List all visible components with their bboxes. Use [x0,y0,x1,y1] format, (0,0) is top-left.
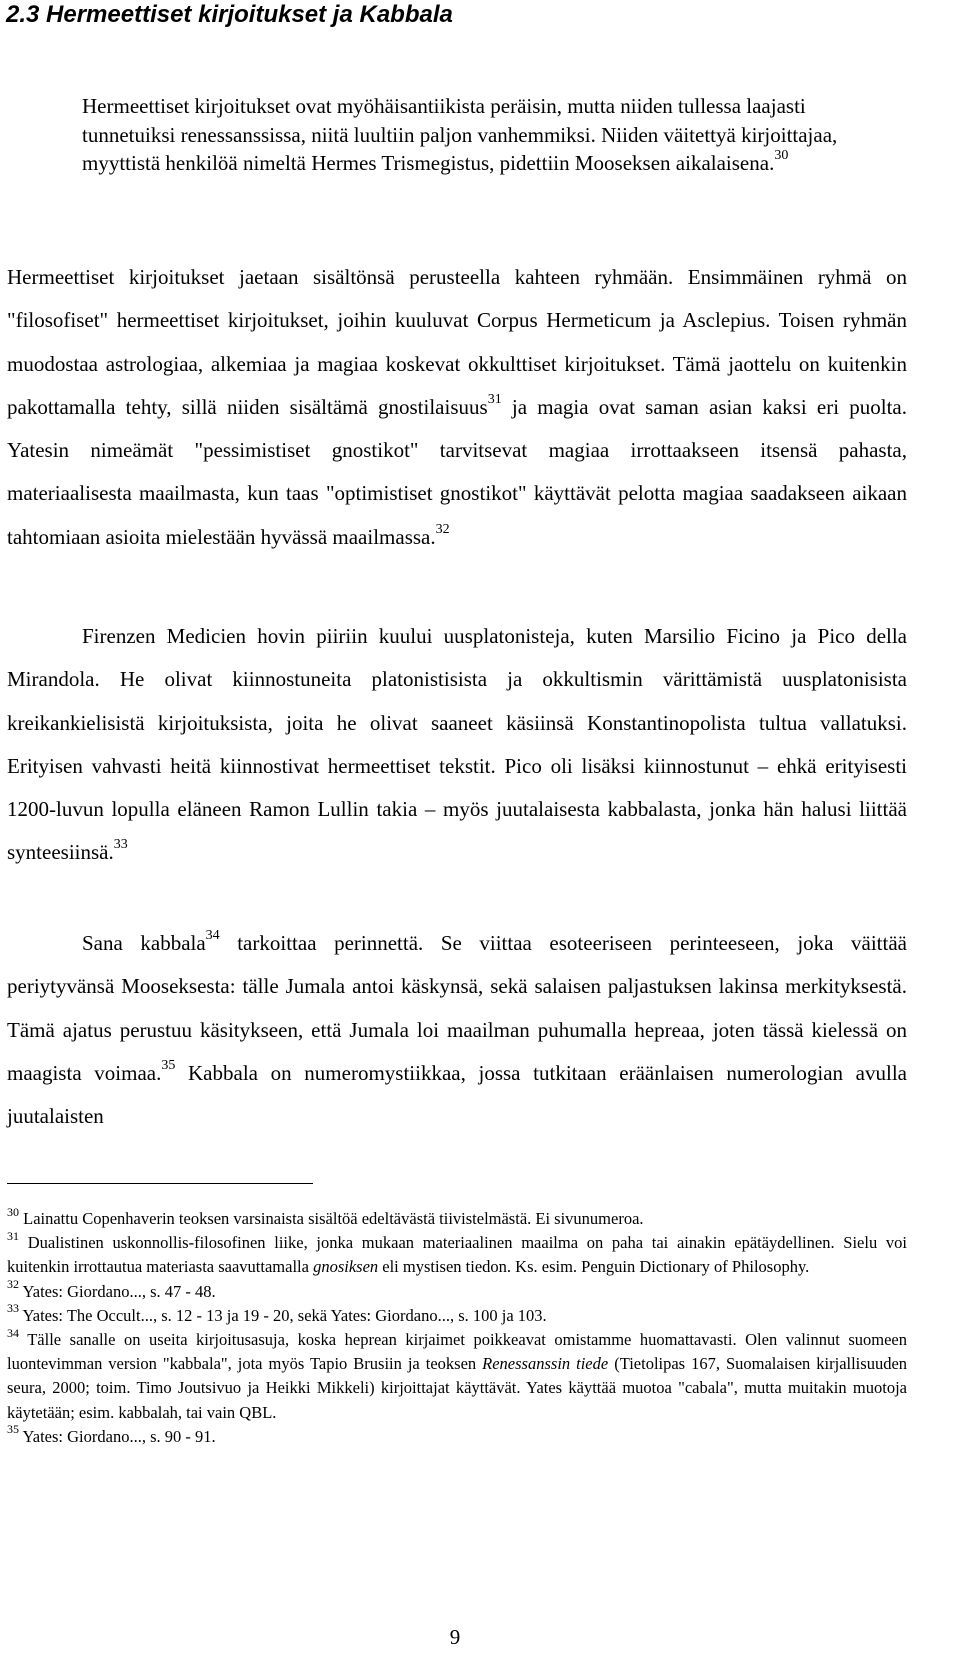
footnote-number: 32 [7,1277,19,1292]
footnote-ref-35[interactable]: 35 [161,1057,176,1073]
footnote-number: 31 [7,1228,19,1243]
footnote-35 [7,1422,907,1449]
paragraph-text: Hermeettiset kirjoitukset jaetaan sisältönsä perusteella kahteen ryhmään. Ensimmäinen ryhmä on "filosofiset" hermeettiset kirjoitukset, joihin kuuluvat Corpus Hermeticum ja Asclepius. Toisen ryhmän muodostaa astrologiaa, alkemiaa ja magiaa koskevat okkulttiset kirjoitukset. Tämä jaottelu on kuitenkin pakottamalla tehty, sillä niiden sisältämä gnostilaisuus [7,265,907,419]
footnote-ref-34[interactable]: 34 [205,928,220,943]
footnote-text: Yates: Giordano..., s. 90 - 91. [19,1426,216,1446]
footnote-number: 34 [7,1325,19,1340]
footnote-33 [7,1301,907,1328]
paragraph-hermetic-groups [7,256,907,559]
footnote-31 [7,1228,907,1279]
footnote-text: Yates: The Occult..., s. 12 - 13 ja 19 - 20, sekä Yates: Giordano..., s. 100 ja 103. [19,1305,547,1325]
footnote-text: (Tietolipas 167, Suomalaisen kirjallisuuden seura, 2000; toim. Timo Joutsivuo ja Heikki Mikkeli) kirjoittajat käyttävät. Yates käyttää muotoa "cabala", mutta muitakin muotoja käytetään; esim. kabbalah, tai vain QBL. [7,1354,908,1422]
footnote-text: Lainattu Copenhaverin teoksen varsinaista sisältöä edeltävästä tiivistelmästä. Ei sivunumeroa. [19,1209,644,1228]
footnote-30 [7,1204,907,1231]
footnote-ref-31[interactable]: 31 [487,391,502,407]
footnote-ref-32[interactable]: 32 [435,521,450,537]
footnote-32 [7,1277,907,1304]
footnote-text: Yates: Giordano..., s. 47 - 48. [19,1281,216,1301]
paragraph-florence [7,615,907,875]
footnote-34 [7,1325,908,1425]
footnote-number: 30 [7,1204,19,1219]
footnote-text: Dualistinen uskonnollis-filosofinen liike, jonka mukaan materiaalinen maailma on paha tai ainakin epätäydellinen. Sielu voi kuitenkin irrottautua materiasta saavuttamalla [7,1233,907,1277]
footnote-text: eli mystisen tiedon. Ks. esim. Penguin Dictionary of Philosophy. [378,1257,810,1277]
paragraph-text: ja magia ovat saman asian kaksi eri puolta. Yatesin nimeämät "pessimistiset gnostikot" tarvitsevat magiaa irrottaakseen itsensä pahasta, materiaalisesta maailmasta, kun taas "optimistiset gnostikot" käyttävät pelotta magiaa saadakseen aikaan tahtomiaan asioita mielestään hyvässä maailmassa. [7,394,907,549]
intro-paragraph [82,92,892,178]
paragraph-text: tarkoittaa perinnettä. Se viittaa esoteeriseen perinteeseen, joka väittää periytyvänsä Mooseksesta: tälle Jumala antoi käskynsä, sekä salaisen paljastuksen lakinsa merkityksestä. Tämä ajatus perustuu käsitykseen, että Jumala loi maailman puhumalla hepreaa, joten tässä kielessä on maagista voimaa. [7,931,907,1085]
paragraph-kabbala [7,922,907,1138]
footnote-ref-30[interactable]: 30 [774,148,789,163]
paragraph-text: Firenzen Medicien hovin piiriin kuului uusplatonisteja, kuten Marsilio Ficino ja Pico della Mirandola. He olivat kiinnostuneita platonistisista ja okkultismin värittämistä uusplatonisista kreikankielisistä kirjoituksista, joita he olivat saaneet käsiinsä Konstantinopolista tultua vallatuksi. Erityisen vahvasti heitä kiinnostivat hermeettiset tekstit. Pico oli lisäksi kiinnostunut – ehkä erityisesti 1200-luvun lopulla eläneen Ramon Lullin takia – myös juutalaisesta kabbalasta, jonka hän halusi liittää synteesiinsä. [7,624,907,865]
footnote-number: 33 [7,1301,19,1316]
footnotes [7,1204,908,1449]
paragraph-text: Kabbala on numeromystiikkaa, jossa tutkitaan eräänlaisen numerologian avulla juutalaisten [7,1060,907,1129]
intro-text: Hermeettiset kirjoitukset ovat myöhäisantiikista peräisin, mutta niiden tullessa laajasti tunnetuiksi renessanssissa, niitä luultiin paljon vanhemmiksi. Niiden väitettyä kirjoittajaa, myyttistä henkilöä nimeltä Hermes Trismegistus, pidettiin Mooseksen aikalaisena. [82,94,838,175]
footnote-ref-33[interactable]: 33 [113,837,128,853]
footnote-emphasis: Renessanssin tiede [482,1354,609,1374]
footnote-emphasis: gnosiksen [313,1257,379,1277]
page-number: 9 [449,1625,461,1649]
paragraph-text: Sana kabbala [82,931,206,955]
section-heading: 2.3 Hermeettiset kirjoitukset ja Kabbala [6,1,453,28]
footnote-separator [7,1183,313,1184]
footnote-number: 35 [7,1422,19,1437]
footnote-text: Tälle sanalle on useita kirjoitusasuja, koska heprean kirjaimet poikkeavat omistamme huomattavasti. Olen valinnut suomeen luontevimman version "kabbala", jota myös Tapio Brusiin ja teoksen [7,1330,907,1374]
